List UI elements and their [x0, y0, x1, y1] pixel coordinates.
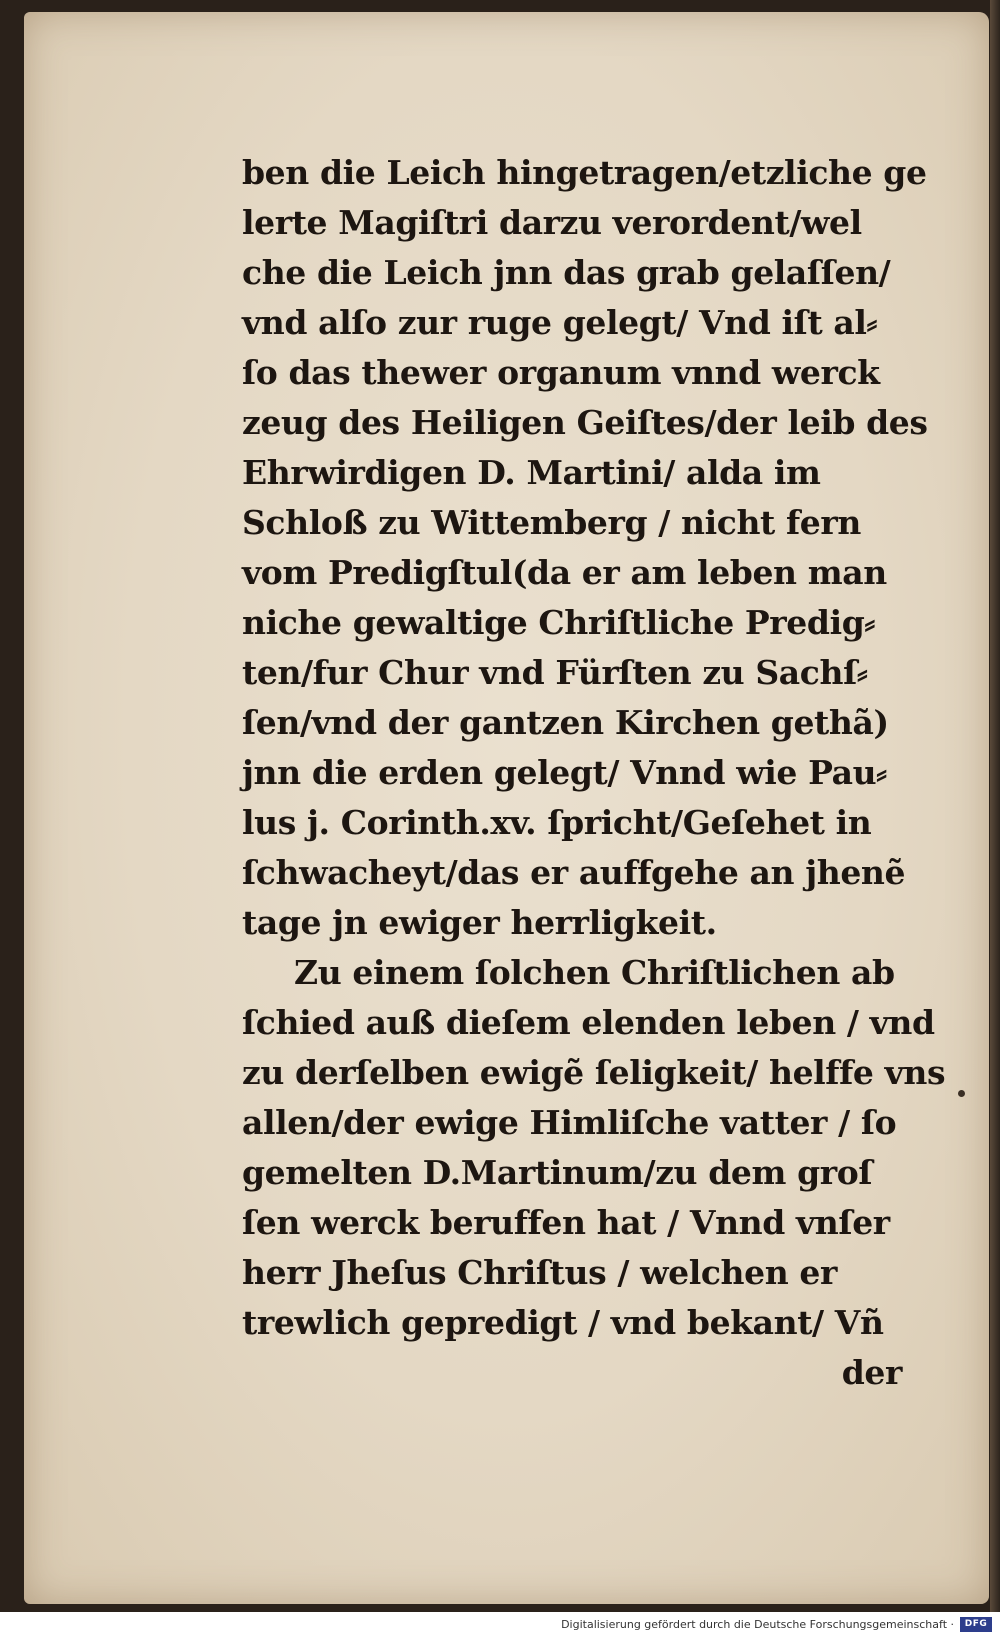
text-line: ſchwacheyt/das er auffgehe an jhenẽ [242, 853, 906, 892]
catchword: der [841, 1353, 902, 1392]
text-line: ſo das thewer organum vnnd werck [242, 353, 880, 392]
text-line: trewlich gepredigt / vnd bekant/ Vñ [242, 1303, 884, 1342]
book-edge [990, 0, 1000, 1612]
text-line: niche gewaltige Chriſtliche Predig⸗ [242, 603, 875, 642]
text-line: ſen werck beruffen hat / Vnnd vnſer [242, 1203, 890, 1242]
text-line: jnn die erden gelegt/ Vnnd wie Pau⸗ [242, 753, 887, 792]
text-line: Zu einem ſolchen Chriſtlichen ab [294, 953, 895, 992]
text-line: che die Leich jnn das grab gelaſſen/ [242, 253, 891, 292]
text-line: zu derſelben ewigẽ ſeligkeit/ helffe vns [242, 1053, 946, 1092]
text-line: tage jn ewiger herrligkeit. [242, 903, 717, 942]
text-line: vnd alſo zur ruge gelegt/ Vnd iſt al⸗ [242, 303, 878, 342]
text-line: ten/fur Chur vnd Fürſten zu Sachſ⸗ [242, 653, 868, 692]
text-line: lus j. Corinth.xv. ſpricht/Geſehet in [242, 803, 872, 842]
text-line: ſen/vnd der gantzen Kirchen gethã) [242, 703, 889, 742]
text-line: zeug des Heiligen Geiſtes/der leib des [242, 403, 928, 442]
text-line: allen/der ewige Himliſche vatter / ſo [242, 1103, 897, 1142]
text-line: herr Jheſus Chriſtus / welchen er [242, 1253, 838, 1292]
dfg-logo-icon: DFG [960, 1617, 992, 1632]
digitization-credit: Digitalisierung gefördert durch die Deutsche Forschungsgemeinschaft · [561, 1618, 954, 1631]
ink-spot [958, 1090, 965, 1097]
text-line: ben die Leich hingetragen/etzliche ge [242, 153, 927, 192]
text-line: Schloß zu Wittemberg / nicht fern [242, 503, 861, 542]
footer-bar [0, 1612, 1000, 1640]
printed-text-block [242, 148, 946, 1398]
text-line: ſchied auß dieſem elenden leben / vnd [242, 1003, 935, 1042]
text-line: lerte Magiſtri darzu verordent/wel [242, 203, 862, 242]
text-line: Ehrwirdigen D. Martini/ alda im [242, 453, 821, 492]
paper-page [24, 12, 989, 1604]
text-line: gemelten D.Martinum/zu dem groſ [242, 1153, 873, 1192]
text-line: vom Predigſtul(da er am leben man [242, 553, 887, 592]
